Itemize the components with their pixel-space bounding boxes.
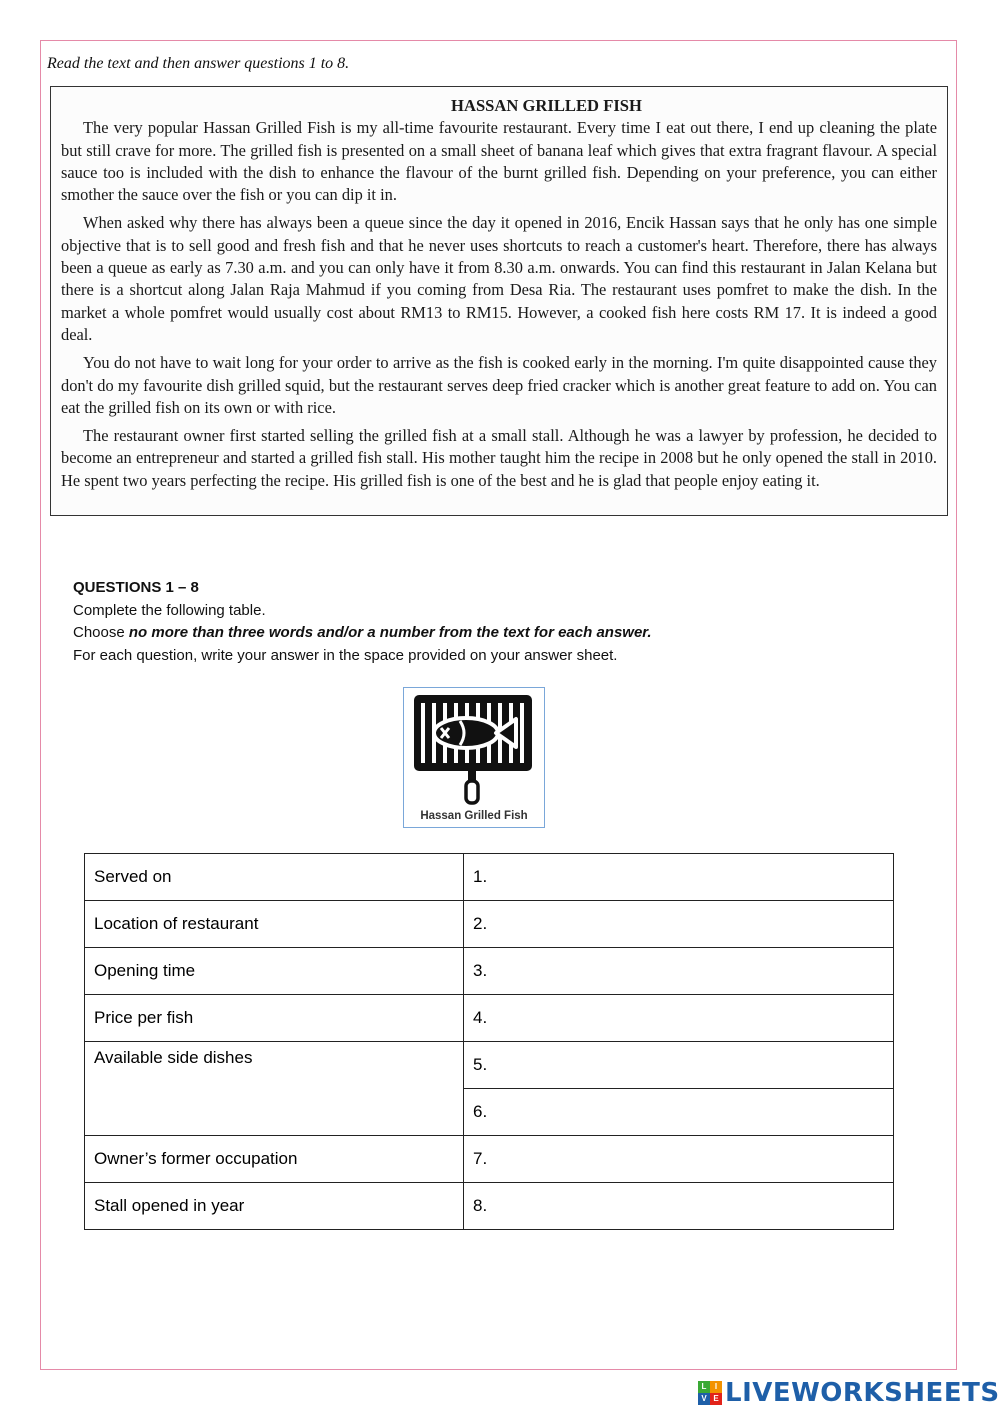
table-label: Served on (85, 854, 464, 901)
questions-line-1: Complete the following table. (73, 601, 266, 619)
questions-line-2 (73, 622, 651, 645)
liveworksheets-badge-icon (698, 1381, 722, 1405)
questions-line-2-emphasis: no more than three words and/or a number from the text for each answer. (128, 624, 652, 641)
restaurant-logo (403, 687, 545, 828)
table-row (85, 995, 894, 1042)
answer-cell-4[interactable]: 4. (464, 995, 894, 1042)
badge-letter: V (698, 1393, 710, 1405)
article-paragraph-2: When asked why there has always been a queue since the day it opened in 2016, Encik Hassan says that he only has one simple objective that is to sell good and fresh fish and that he never uses shortcuts to reach a customer's heart. Therefore, there has always been a queue as early as 7.30 a.m. and you can only have it from 8.30 a.m. onwards. You can find this restaurant in Jalan Kelana but there is a shortcut along Jalan Raja Mahmud if you coming from Desa Ria. The restaurant uses pomfret to make the dish. In the market a whole pomfret would usually cost about RM13 to RM15. However, a cooked fish here costs RM 17. It is indeed a good deal. (61, 213, 937, 344)
questions-line-2-prefix: Choose (73, 624, 129, 641)
badge-letter: E (710, 1393, 722, 1405)
instruction: Read the text and then answer questions 1 to 8. (47, 55, 350, 72)
table-label: Price per fish (85, 995, 464, 1042)
table-label: Owner’s former occupation (85, 1136, 464, 1183)
answer-cell-8[interactable]: 8. (464, 1183, 894, 1230)
answer-cell-6[interactable]: 6. (464, 1089, 894, 1136)
table-label: Stall opened in year (85, 1183, 464, 1230)
answer-cell-2[interactable]: 2. (464, 901, 894, 948)
badge-letter: I (710, 1381, 722, 1393)
table-label: Available side dishes (85, 1042, 464, 1136)
table-row (85, 1183, 894, 1230)
answer-cell-1[interactable]: 1. (464, 854, 894, 901)
article-paragraph-3: You do not have to wait long for your order to arrive as the fish is cooked early in the morning. I'm quite disappointed cause they don't do my favourite dish grilled squid, but the restaurant serves deep fried cracker which is another great feature to add on. You can eat the grilled fish on its own or with rice. (61, 353, 937, 417)
answer-cell-7[interactable]: 7. (464, 1136, 894, 1183)
table-row (85, 1136, 894, 1183)
logo-caption: Hassan Grilled Fish (420, 810, 528, 822)
liveworksheets-logo[interactable] (698, 1378, 1000, 1408)
liveworksheets-wordmark: LIVEWORKSHEETS (725, 1378, 1000, 1408)
table-label: Location of restaurant (85, 901, 464, 948)
table-row (85, 948, 894, 995)
grilled-fish-icon (412, 693, 536, 809)
badge-letter: L (698, 1381, 710, 1393)
table-label: Opening time (85, 948, 464, 995)
table-row (85, 854, 894, 901)
questions-section (73, 577, 651, 667)
article-box (50, 86, 948, 516)
answer-table (84, 853, 894, 1230)
answer-cell-3[interactable]: 3. (464, 948, 894, 995)
table-row (85, 901, 894, 948)
article-paragraph-1: The very popular Hassan Grilled Fish is my all-time favourite restaurant. Every time I eat out there, I end up cleaning the plate but still crave for more. The grilled fish is presented on a small sheet of banana leaf which gives that extra fragrant flavour. A special sauce too is included with the dish to enhance the flavour of the burnt grilled fish. Depending on your preference, you can either smother the sauce over the fish or you can dip it in. (61, 118, 937, 205)
article-title: HASSAN GRILLED FISH (451, 96, 642, 115)
answer-cell-5[interactable]: 5. (464, 1042, 894, 1089)
questions-heading: QUESTIONS 1 – 8 (73, 579, 199, 596)
questions-line-3: For each question, write your answer in the space provided on your answer sheet. (73, 646, 618, 664)
article-paragraph-4: The restaurant owner first started selling the grilled fish at a small stall. Although he was a lawyer by profession, he decided to become an entrepreneur and started a grilled fish stall. His mother taught him the recipe in 2008 but he only opened the stall in 2010. He spent two years perfecting the recipe. His grilled fish is one of the best and he is glad that people enjoy eating it. (61, 426, 937, 490)
table-row (85, 1042, 894, 1089)
